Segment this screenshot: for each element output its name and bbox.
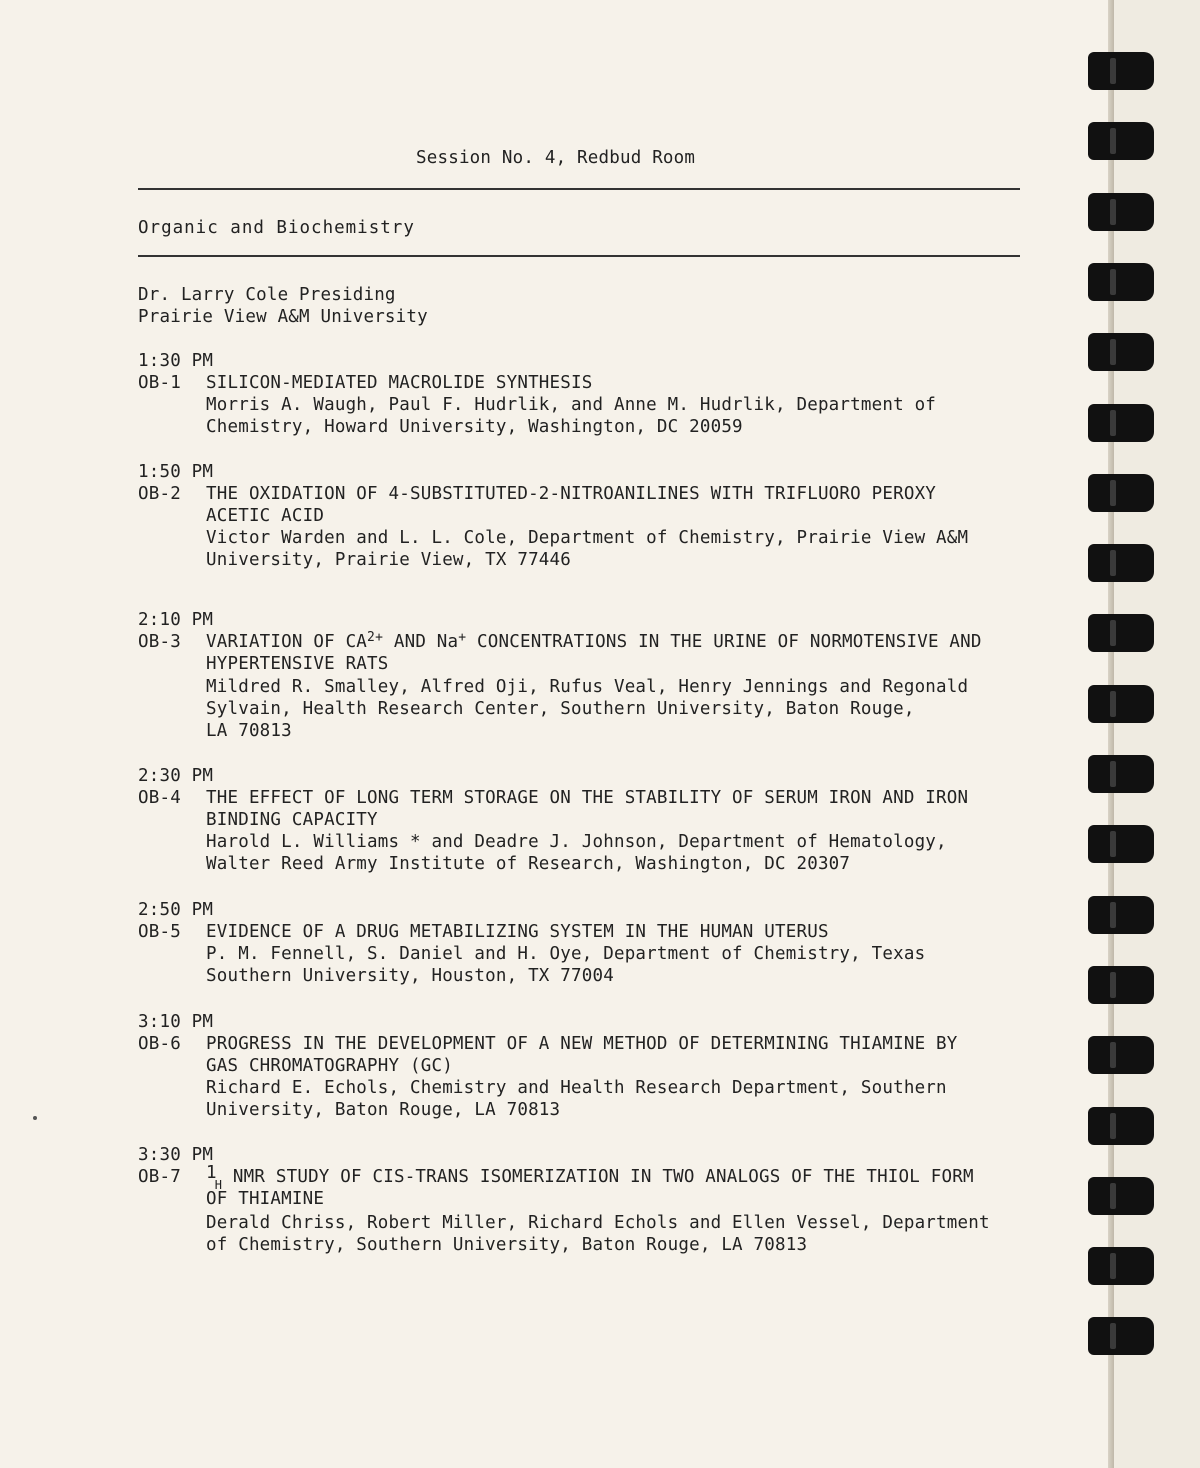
presider-affiliation: Prairie View A&M University — [138, 307, 428, 327]
paper-title: SILICON-MEDIATED MACROLIDE SYNTHESIS — [206, 373, 593, 393]
binding-ring — [1088, 966, 1154, 1004]
paper-code: OB-2 — [138, 484, 181, 504]
paper-authors: Chemistry, Howard University, Washington, DC 20059 — [206, 417, 743, 437]
paper-title: VARIATION OF $CA^{2+}$ AND Na+ CONCENTRATIONS IN THE URINE OF NORMOTENSIVE AND — [206, 630, 982, 652]
paper-code: OB-7 — [138, 1167, 181, 1187]
stray-mark — [33, 1116, 37, 1120]
binding-ring — [1088, 896, 1154, 934]
paper-authors: Victor Warden and L. L. Cole, Department of Chemistry, Prairie View A&M — [206, 528, 969, 548]
binding-ring — [1088, 825, 1154, 863]
binding-ring — [1088, 404, 1154, 442]
session-heading: Session No. 4, Redbud Room — [416, 148, 696, 168]
binding-ring — [1088, 122, 1154, 160]
binding-ring — [1088, 193, 1154, 231]
binding-ring — [1088, 614, 1154, 652]
paper-authors: Mildred R. Smalley, Alfred Oji, Rufus Veal, Henry Jennings and Regonald — [206, 677, 969, 697]
paper-authors: Walter Reed Army Institute of Research, Washington, DC 20307 — [206, 854, 851, 874]
paper-authors: Southern University, Houston, TX 77004 — [206, 966, 614, 986]
paper-authors: University, Prairie View, TX 77446 — [206, 550, 572, 570]
binding-ring — [1088, 52, 1154, 90]
paper-authors: Derald Chriss, Robert Miller, Richard Echols and Ellen Vessel, Department — [206, 1213, 990, 1233]
binding-ring — [1088, 333, 1154, 371]
paper-code: OB-3 — [138, 632, 181, 652]
paper-authors: P. M. Fennell, S. Daniel and H. Oye, Department of Chemistry, Texas — [206, 944, 926, 964]
paper-authors: Harold L. Williams * and Deadre J. Johnson, Department of Hematology, — [206, 832, 947, 852]
paper-authors: University, Baton Rouge, LA 70813 — [206, 1100, 561, 1120]
paper-title: HYPERTENSIVE RATS — [206, 654, 389, 674]
paper-authors: of Chemistry, Southern University, Baton Rouge, LA 70813 — [206, 1235, 808, 1255]
paper-authors: Sylvain, Health Research Center, Southern University, Baton Rouge, — [206, 699, 915, 719]
binding-ring — [1088, 685, 1154, 723]
paper-code: OB-1 — [138, 373, 181, 393]
paper-time: 2:50 PM — [138, 900, 214, 920]
paper-title: EVIDENCE OF A DRUG METABILIZING SYSTEM IN THE HUMAN UTERUS — [206, 922, 829, 942]
paper-title: PROGRESS IN THE DEVELOPMENT OF A NEW METHOD OF DETERMINING THIAMINE BY — [206, 1034, 958, 1054]
paper-time: 3:30 PM — [138, 1145, 214, 1165]
paper-code: OB-4 — [138, 788, 181, 808]
paper-time: 2:10 PM — [138, 610, 214, 630]
header-rule-bottom — [138, 255, 1020, 257]
paper-time: 3:10 PM — [138, 1012, 214, 1032]
paper-title: BINDING CAPACITY — [206, 810, 378, 830]
paper-title: ACETIC ACID — [206, 506, 325, 526]
paper-code: OB-5 — [138, 922, 181, 942]
paper-code: OB-6 — [138, 1034, 181, 1054]
binding-ring — [1088, 1247, 1154, 1285]
paper-title: THE EFFECT OF LONG TERM STORAGE ON THE STABILITY OF SERUM IRON AND IRON — [206, 788, 969, 808]
binding-ring — [1088, 474, 1154, 512]
paper-title: GAS CHROMATOGRAPHY (GC) — [206, 1056, 453, 1076]
paper-title: OF THIAMINE — [206, 1189, 325, 1209]
paper-authors: Richard E. Echols, Chemistry and Health Research Department, Southern — [206, 1078, 947, 1098]
binding-ring — [1088, 1177, 1154, 1215]
binding-ring — [1088, 1317, 1154, 1355]
paper-title: $1_H$ NMR STUDY OF CIS-TRANS ISOMERIZATION IN TWO ANALOGS OF THE THIOL FORM — [206, 1163, 974, 1192]
binding-ring — [1088, 1036, 1154, 1074]
binding-ring — [1088, 544, 1154, 582]
binding-ring — [1088, 755, 1154, 793]
paper-time: 1:30 PM — [138, 351, 214, 371]
paper-authors: Morris A. Waugh, Paul F. Hudrlik, and Anne M. Hudrlik, Department of — [206, 395, 937, 415]
paper-authors: LA 70813 — [206, 721, 292, 741]
binding-ring — [1088, 263, 1154, 301]
paper-time: 2:30 PM — [138, 766, 214, 786]
section-title: Organic and Biochemistry — [138, 218, 415, 238]
binding-ring — [1088, 1107, 1154, 1145]
header-rule-top — [138, 188, 1020, 190]
paper-title: THE OXIDATION OF 4-SUBSTITUTED-2-NITROANILINES WITH TRIFLUORO PEROXY — [206, 484, 937, 504]
presider-name: Dr. Larry Cole Presiding — [138, 285, 396, 305]
paper-time: 1:50 PM — [138, 462, 214, 482]
